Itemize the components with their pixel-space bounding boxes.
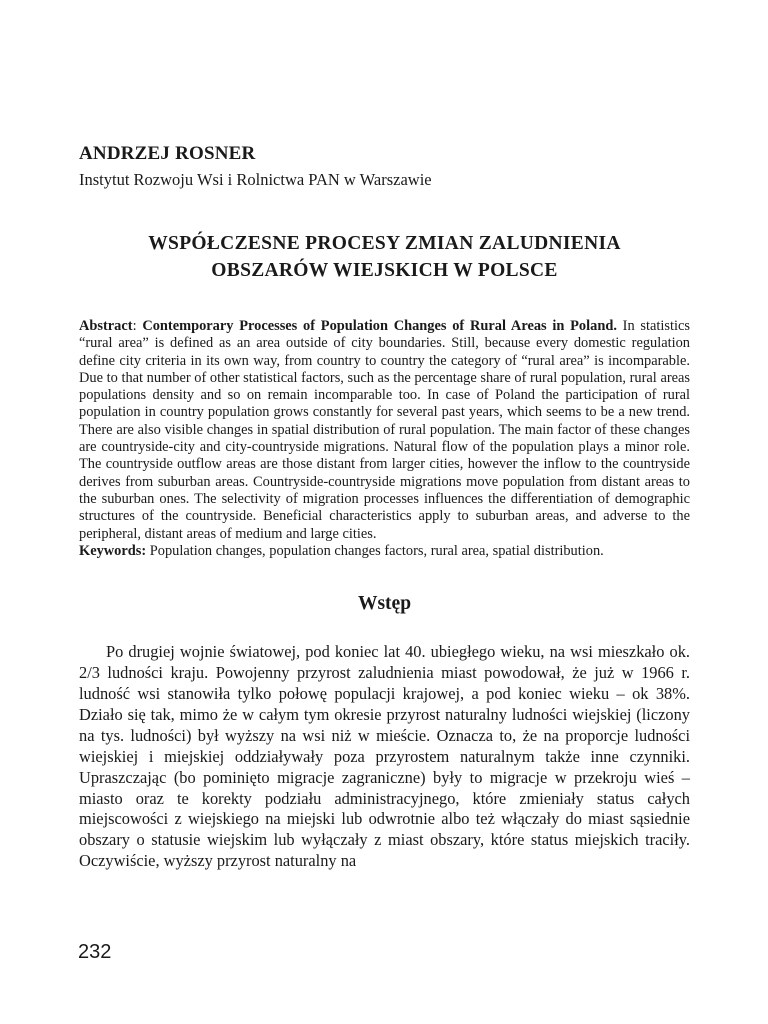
abstract-english-title: Contemporary Processes of Population Changes of Rural Areas in Poland. <box>142 318 617 334</box>
page-number: 232 <box>78 941 112 963</box>
keywords-text: Population changes, population changes factors, rural area, spatial distribution. <box>146 542 604 559</box>
author-affiliation: Instytut Rozwoju Wsi i Rolnictwa PAN w Warszawie <box>79 170 432 189</box>
paper-title-line-1: WSPÓŁCZESNE PROCESY ZMIAN ZALUDNIENIA <box>148 233 621 254</box>
section-heading: Wstęp <box>357 593 412 615</box>
body-paragraph: Po drugiej wojnie światowej, pod koniec lat 40. ubiegłego wieku, na wsi mieszkało ok. 2/3 ludności kraju. Powojenny przyrost zaludnienia miast powodował, że już w 1966 r. ludność wsi stanowiła tylko połowę populacji krajowej, a pod koniec wieku – ok 38%. Działo się tak, mimo że w całym tym okresie przyrost naturalny ludności wiejskiej (liczony na tys. ludności) był wyższy na wsi niż w mieście. Oznacza to, że na proporcje ludności wiejskiej i miejskiej oddziaływały poza przyrostem naturalnym także inne czynniki. Upraszczając (bo pominięto migracje zagraniczne) były to migracje w przekroju wieś – miasto oraz te korekty podziału administracyjnego, które zmieniały status całych miejscowości z wiejskiego na miejski lub odwrotnie albo też włączały do miast sąsiednie obszary o statusie wiejskim lub wyłączały z miast obszary, które status miejskich traciły. Oczywiście, wyższy przyrost naturalny na <box>79 642 690 871</box>
author-name: ANDRZEJ ROSNER <box>79 143 256 164</box>
keywords-label: Keywords: <box>79 542 147 559</box>
page-content <box>79 140 690 889</box>
abstract-label: Abstract <box>79 318 133 334</box>
paper-title-line-2: OBSZARÓW WIEJSKICH W POLSCE <box>211 260 558 281</box>
abstract <box>79 318 690 560</box>
abstract-separator: : <box>132 318 143 334</box>
abstract-text: In statistics “rural area” is defined as an area outside of city boundaries. Still, because every domestic regulation define city criteria in its own way, from country to country the category of “rural area” is incomparable. Due to that number of other statistical factors, such as the percentage share of rural population, rural areas populations density and so on remain incomparable too. In case of Poland the participation of rural population in country population grows constantly for several past years, which seems to be a new trend. There are also visible changes in spatial distribution of rural population. The main factor of these changes are countryside-city and city-countryside migrations. Natural flow of the population plays a minor role. The countryside outflow areas are those distant from larger cities, however the inflow to the countryside derives from suburban areas. Countryside-countryside migrations move population from distant areas to the suburban ones. The selectivity of migration processes influences the differentiation of demographic structures of the countryside. Beneficial characteristics apply to suburban areas, and adverse to the peripheral, distant areas of medium and large cities. <box>79 318 690 542</box>
paper-title <box>79 230 690 284</box>
